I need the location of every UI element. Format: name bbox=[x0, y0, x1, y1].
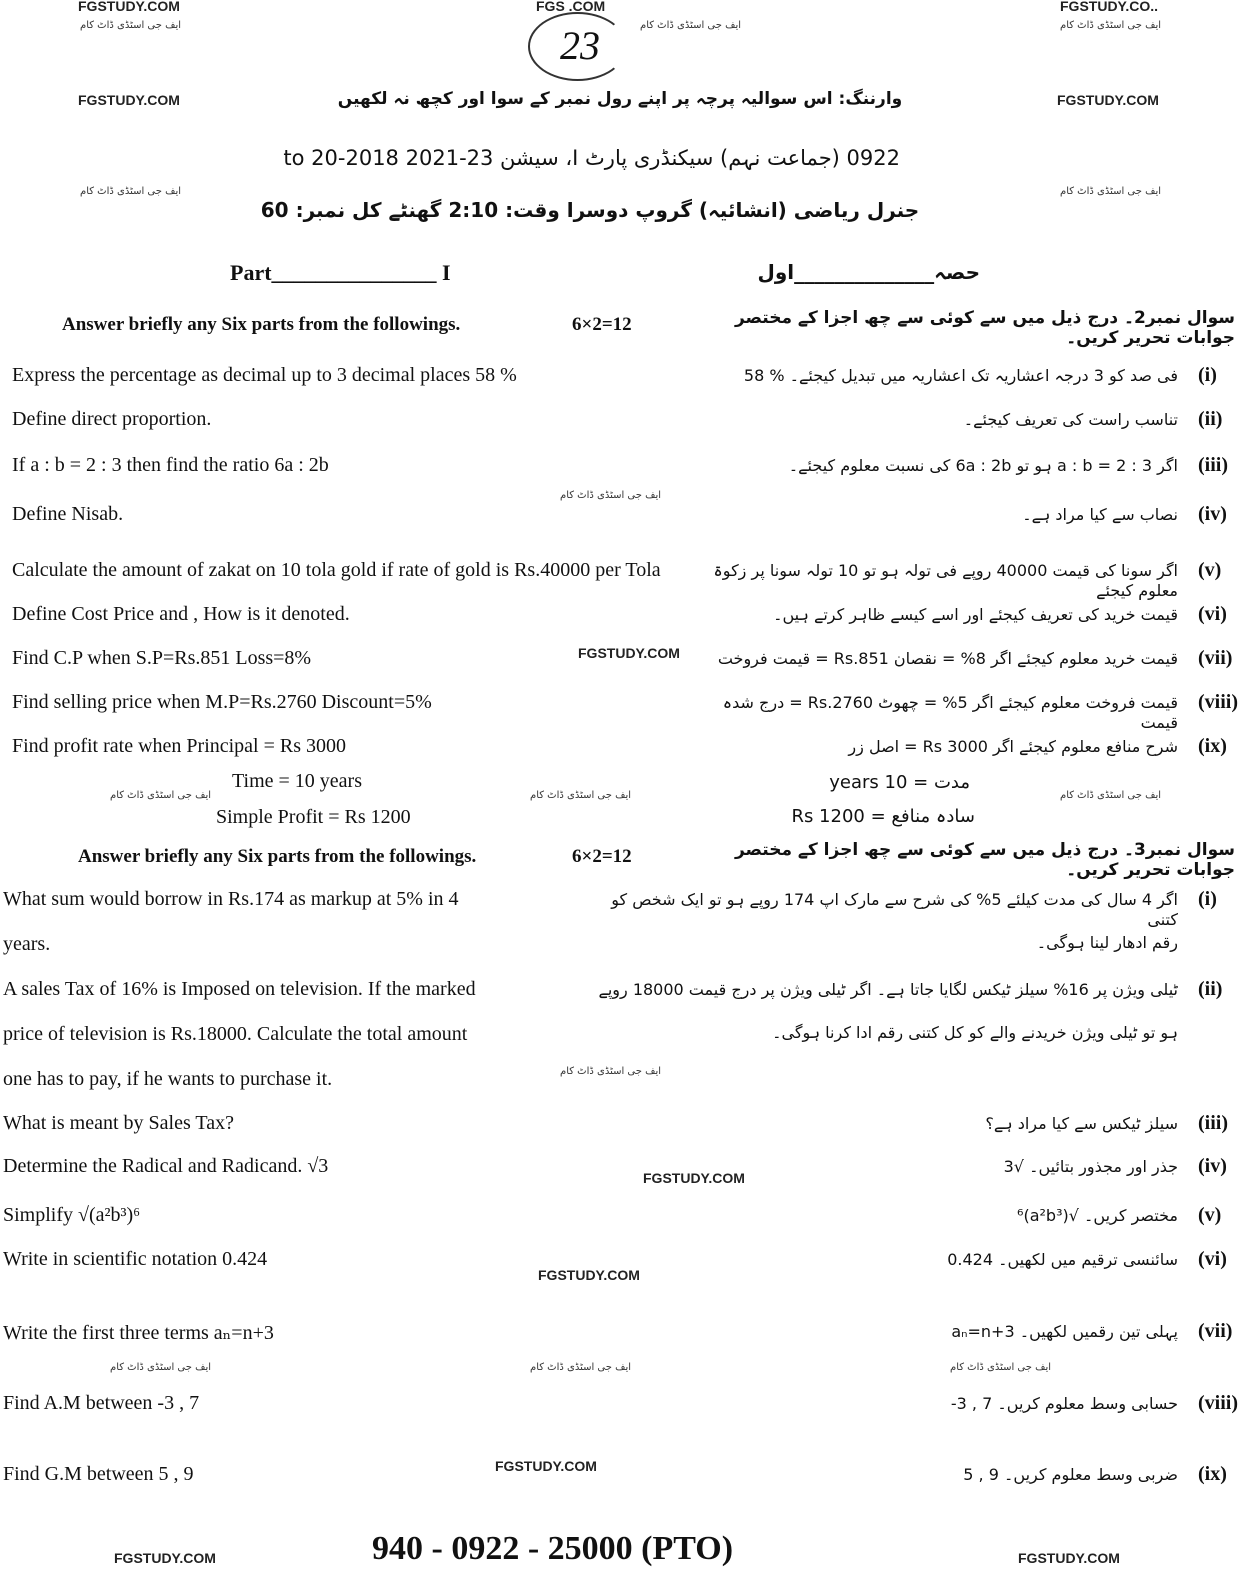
watermark: FGSTUDY.COM bbox=[643, 1170, 745, 1186]
q2-ix-profit-ur: سادہ منافع = Rs 1200 bbox=[791, 806, 975, 827]
part-label-en: Part_______________ I bbox=[230, 260, 451, 285]
watermark: FGSTUDY.COM bbox=[538, 1267, 640, 1283]
watermark-urdu: ایف جی اسٹڈی ڈاٹ کام bbox=[530, 790, 632, 801]
question-text-ur: قیمت خرید کی تعریف کیجئے اور اسے کیسے ظاہر کرتے ہیں۔ bbox=[773, 605, 1178, 624]
question-text-ur: قیمت فروخت معلوم کیجئے اگر 5% = چھوٹ Rs.2760 = درج شدہ قیمت bbox=[722, 693, 1178, 732]
q2-marks: 6×2=12 bbox=[572, 314, 632, 335]
watermark-urdu: ایف جی اسٹڈی ڈاٹ کام bbox=[1060, 20, 1162, 31]
question-number: (viii) bbox=[1198, 1392, 1238, 1414]
watermark: FGSTUDY.COM bbox=[78, 0, 180, 14]
watermark-urdu: ایف جی اسٹڈی ڈاٹ کام bbox=[1060, 790, 1162, 801]
question-text-en: Define Nisab. bbox=[12, 503, 124, 525]
question-number: (iii) bbox=[1198, 454, 1228, 476]
question-text-en: Define direct proportion. bbox=[12, 408, 212, 430]
question-text-en: Determine the Radical and Radicand. √3 bbox=[3, 1155, 329, 1177]
question-number: (ii) bbox=[1198, 978, 1223, 1000]
question-number: (ix) bbox=[1198, 1463, 1227, 1485]
question-text-ur-line2: رقم ادھار لینا ہوگی۔ bbox=[1036, 933, 1178, 952]
watermark: FGSTUDY.COM bbox=[114, 1550, 216, 1566]
watermark-urdu: ایف جی اسٹڈی ڈاٹ کام bbox=[1060, 186, 1162, 197]
question-text-ur: اگر a : b = 2 : 3 ہو تو 6a : 2b کی نسبت معلوم کیجئے۔ bbox=[788, 456, 1178, 475]
question-text-en: Find A.M between -3 , 7 bbox=[3, 1392, 200, 1414]
watermark-urdu: ایف جی اسٹڈی ڈاٹ کام bbox=[560, 1066, 662, 1077]
watermark: FGSTUDY.COM bbox=[495, 1458, 597, 1474]
question-text-en-line2: years. bbox=[3, 933, 51, 955]
question-text-ur: مختصر کریں۔ √(a²b³)⁶ bbox=[1017, 1206, 1178, 1225]
question-text-ur: شرح منافع معلوم کیجئے اگر Rs 3000 = اصل زر bbox=[848, 737, 1178, 756]
question-number: (v) bbox=[1198, 1204, 1222, 1226]
watermark: FGSTUDY.COM bbox=[578, 645, 680, 661]
question-text-ur: نصاب سے کیا مراد ہے۔ bbox=[1022, 505, 1178, 524]
question-number: (v) bbox=[1198, 559, 1222, 581]
question-text-en: What sum would borrow in Rs.174 as markup at 5% in 4 bbox=[3, 888, 459, 910]
watermark-urdu: ایف جی اسٹڈی ڈاٹ کام bbox=[530, 1362, 632, 1373]
warning-text: وارننگ: اس سوالیہ پرچہ پر اپنے رول نمبر کے سوا اور کچھ نہ لکھیں bbox=[337, 89, 903, 109]
q2-ix-time-ur: مدت = 10 years bbox=[829, 772, 970, 793]
question-text-ur: حسابی وسط معلوم کریں۔ 7 , 3- bbox=[950, 1394, 1178, 1413]
question-text-en: Find selling price when M.P=Rs.2760 Discount=5% bbox=[12, 691, 432, 713]
question-number: (vii) bbox=[1198, 1320, 1233, 1342]
watermark: FGSTUDY.COM bbox=[1057, 92, 1159, 108]
watermark-urdu: ایف جی اسٹڈی ڈاٹ کام bbox=[80, 20, 182, 31]
question-text-en: Find profit rate when Principal = Rs 3000 bbox=[12, 735, 347, 757]
question-text-en: Calculate the amount of zakat on 10 tola gold if rate of gold is Rs.40000 per Tola bbox=[12, 559, 661, 581]
question-text-ur: ضربی وسط معلوم کریں۔ 9 , 5 bbox=[963, 1465, 1178, 1484]
question-number: (iv) bbox=[1198, 503, 1227, 525]
question-number: (i) bbox=[1198, 364, 1217, 386]
question-text-en: Simplify √(a²b³)⁶ bbox=[3, 1204, 141, 1226]
watermark: FGSTUDY.CO.. bbox=[1060, 0, 1159, 14]
part-label-ur: حصہ______________اول bbox=[757, 260, 980, 284]
question-text-ur: قیمت خرید معلوم کیجئے اگر 8% = نقصان Rs.851 = قیمت فروخت bbox=[717, 649, 1178, 668]
q2-instruction-en: Answer briefly any Six parts from the followings. bbox=[62, 314, 461, 335]
watermark-urdu: ایف جی اسٹڈی ڈاٹ کام bbox=[950, 1362, 1052, 1373]
question-text-ur: سائنسی ترقیم میں لکھیں۔ 0.424 bbox=[947, 1250, 1178, 1269]
question-number: (iv) bbox=[1198, 1155, 1227, 1177]
watermark: FGSTUDY.COM bbox=[1018, 1550, 1120, 1566]
q2-instruction-ur: سوال نمبر2۔ درج ذیل میں سے کوئی سے چھ اجزا کے مختصر جوابات تحریر کریں۔ bbox=[734, 308, 1235, 348]
question-text-en-line2: price of television is Rs.18000. Calculate the total amount bbox=[3, 1023, 468, 1045]
handwritten-mark: 23 bbox=[560, 23, 600, 68]
q2-ix-profit-en: Simple Profit = Rs 1200 bbox=[216, 806, 411, 828]
question-text-en: Write in scientific notation 0.424 bbox=[3, 1248, 268, 1270]
question-text-ur-line2: ہو تو ٹیلی ویژن خریدنے والے کو کل کتنی رقم ادا کرنا ہوگی۔ bbox=[772, 1023, 1178, 1042]
watermark-urdu: ایف جی اسٹڈی ڈاٹ کام bbox=[110, 1362, 212, 1373]
watermark-urdu: ایف جی اسٹڈی ڈاٹ کام bbox=[560, 490, 662, 501]
question-number: (vi) bbox=[1198, 603, 1227, 625]
subject-line: جنرل ریاضی (انشائیہ) گروپ دوسرا وقت: 2:10 گھنٹے کل نمبر: 60 bbox=[260, 198, 920, 222]
question-number: (viii) bbox=[1198, 691, 1238, 713]
question-text-ur: اگر سونا کی قیمت 40000 روپے فی تولہ ہو تو 10 تولہ سونا پر زکوۃ معلوم کیجئے bbox=[713, 561, 1178, 600]
q3-instruction-en: Answer briefly any Six parts from the followings. bbox=[78, 846, 477, 867]
watermark: FGSTUDY.COM bbox=[78, 92, 180, 108]
watermark-urdu: ایف جی اسٹڈی ڈاٹ کام bbox=[80, 186, 182, 197]
question-text-ur: تناسب راست کی تعریف کیجئے۔ bbox=[963, 410, 1178, 429]
question-number: (i) bbox=[1198, 888, 1217, 910]
watermark-urdu: ایف جی اسٹڈی ڈاٹ کام bbox=[640, 20, 742, 31]
session-line: 0922 (جماعت نہم) سیکنڈری پارٹ I، سیشن 23-2021 to 20-2018 bbox=[283, 146, 900, 170]
question-number: (iii) bbox=[1198, 1112, 1228, 1134]
question-text-ur: اگر 4 سال کی مدت کیلئے 5% کی شرح سے مارک اپ 174 روپے ہو تو ایک شخص کو کتنی bbox=[611, 890, 1178, 929]
question-text-en: Find G.M between 5 , 9 bbox=[3, 1463, 194, 1485]
question-text-ur: ٹیلی ویژن پر 16% سیلز ٹیکس لگایا جاتا ہے۔ اگر ٹیلی ویژن پر درج قیمت 18000 روپے bbox=[598, 980, 1178, 999]
question-number: (vi) bbox=[1198, 1248, 1227, 1270]
question-text-en: A sales Tax of 16% is Imposed on television. If the marked bbox=[3, 978, 476, 1000]
question-text-ur: جذر اور مجذور بتائیں۔ √3 bbox=[1003, 1157, 1178, 1176]
question-text-en: Write the first three terms aₙ=n+3 bbox=[3, 1322, 274, 1344]
question-number: (ii) bbox=[1198, 408, 1223, 430]
question-text-ur: فی صد کو 3 درجہ اعشاریہ تک اعشاریہ میں تبدیل کیجئے۔ % 58 bbox=[743, 366, 1178, 385]
question-number: (vii) bbox=[1198, 647, 1233, 669]
question-text-en-line3: one has to pay, if he wants to purchase it. bbox=[3, 1068, 333, 1090]
question-text-en: Express the percentage as decimal up to 3 decimal places 58 % bbox=[12, 364, 517, 386]
q3-instruction-ur: سوال نمبر3۔ درج ذیل میں سے کوئی سے چھ اجزا کے مختصر جوابات تحریر کریں۔ bbox=[734, 840, 1235, 880]
question-text-en: What is meant by Sales Tax? bbox=[3, 1112, 234, 1134]
question-text-ur: پہلی تین رقمیں لکھیں۔ aₙ=n+3 bbox=[951, 1322, 1178, 1341]
q2-ix-time-en: Time = 10 years bbox=[232, 770, 362, 792]
question-number: (ix) bbox=[1198, 735, 1227, 757]
question-text-en: Find C.P when S.P=Rs.851 Loss=8% bbox=[12, 647, 312, 669]
question-text-en: If a : b = 2 : 3 then find the ratio 6a : 2b bbox=[12, 454, 329, 476]
watermark-urdu: ایف جی اسٹڈی ڈاٹ کام bbox=[110, 790, 212, 801]
watermark: FGS .COM bbox=[536, 0, 606, 14]
question-text-en: Define Cost Price and , How is it denoted. bbox=[12, 603, 350, 625]
q3-marks: 6×2=12 bbox=[572, 846, 632, 867]
question-text-ur: سیلز ٹیکس سے کیا مراد ہے؟ bbox=[985, 1114, 1178, 1133]
paper-code-footer: 940 - 0922 - 25000 (PTO) bbox=[372, 1530, 734, 1567]
